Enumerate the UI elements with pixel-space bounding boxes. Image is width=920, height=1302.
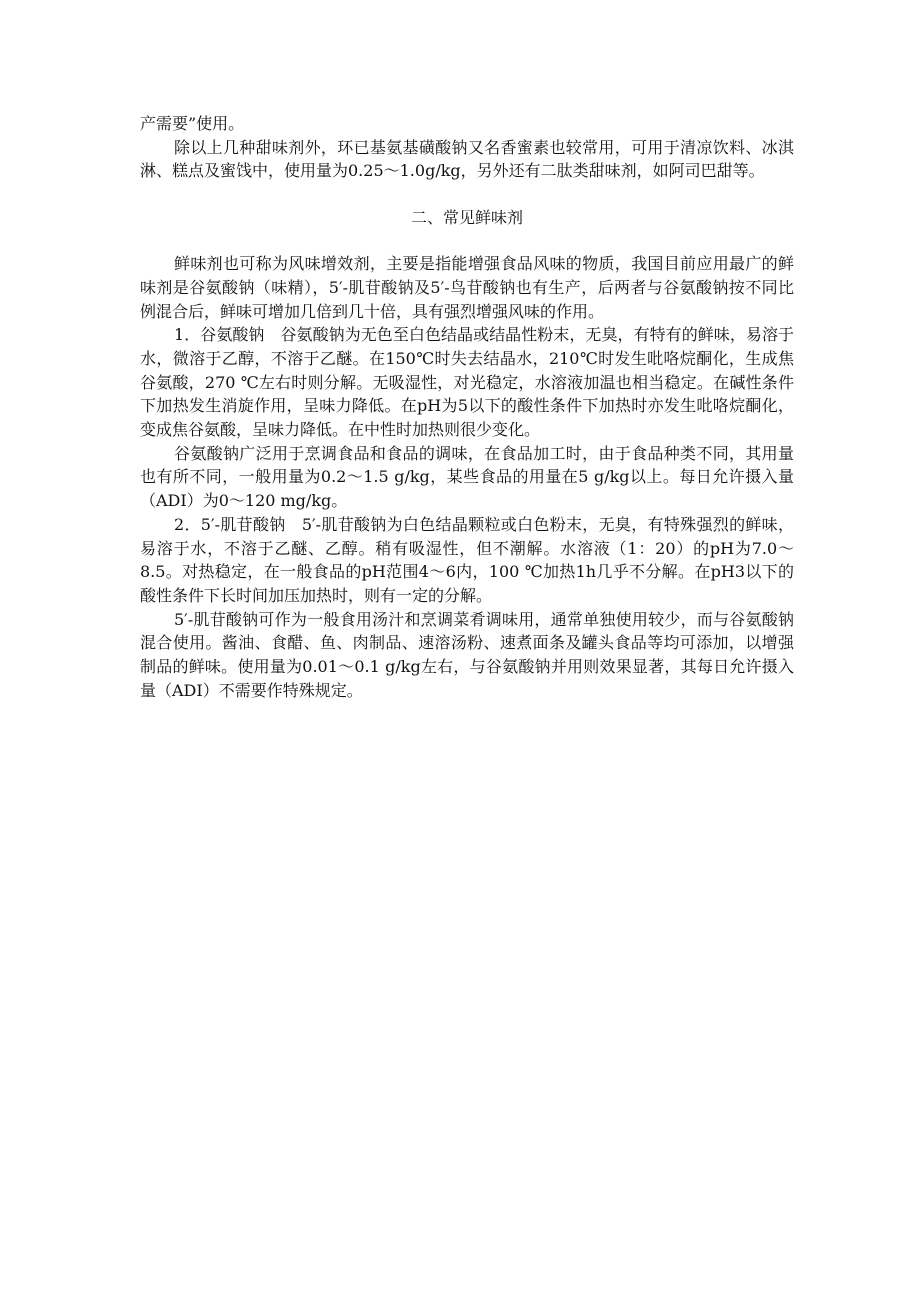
document-page bbox=[140, 112, 794, 702]
paragraph-msg-usage: 谷氨酸钠广泛用于烹调食品和食品的调味，在食品加工时，由于食品种类不同，其用量也有所不同，一般用量为0.2～1.5 g/kg，某些食品的用量在5 g/kg以上。每日允许摄入量（ADI）为0～120 mg/kg。 bbox=[140, 443, 794, 511]
paragraph-imp-usage: 5′-肌苷酸钠可作为一般食用汤汁和烹调菜肴调味用，通常单独使用较少，而与谷氨酸钠混合使用。酱油、食醋、鱼、肉制品、速溶汤粉、速煮面条及罐头食品等均可添加，以增强制品的鲜味。使用量为0.01～0.1 g/kg左右，与谷氨酸钠并用则效果显著，其每日允许摄入量（ADI）不需要作特殊规定。 bbox=[140, 609, 794, 700]
paragraph-intro-flavor-enhancers: 鲜味剂也可称为风味增效剂，主要是指能增强食品风味的物质，我国目前应用最广的鲜味剂是谷氨酸钠（味精），5′-肌苷酸钠及5′-鸟苷酸钠也有生产，后两者与谷氨酸钠按不同比例混合后，鲜味可增加几倍到几十倍，具有强烈增强风味的作用。 bbox=[140, 254, 794, 321]
paragraph-imp: 2．5′-肌苷酸钠 5′-肌苷酸钠为白色结晶颗粒或白色粉末，无臭，有特殊强烈的鲜味，易溶于水，不溶于乙醚、乙醇。稍有吸湿性，但不潮解。水溶液（1：20）的pH为7.0～8.5。对热稳定，在一般食品的pH范围4～6内，100 ℃加热1h几乎不分解。在pH3以下的酸性条件下长时间加压加热时，则有一定的分解。 bbox=[140, 514, 794, 605]
paragraph-sweeteners: 除以上几种甜味剂外，环已基氨基磺酸钠又名香蜜素也较常用，可用于清凉饮料、冰淇淋、糕点及蜜饯中，使用量为0.25～1.0g/kg，另外还有二肽类甜味剂，如阿司巴甜等。 bbox=[140, 137, 794, 181]
section-heading: 二、常见鲜味剂 bbox=[410, 208, 523, 228]
paragraph-continuation: 产需要”使用。 bbox=[140, 114, 245, 133]
paragraph-msg: 1．谷氨酸钠 谷氨酸钠为无色至白色结晶或结晶性粉末，无臭，有特有的鲜味，易溶于水，微溶于乙醇，不溶于乙醚。在150℃时失去结晶水，210℃时发生吡咯烷酮化，生成焦谷氨酸，270 ℃左右时则分解。无吸湿性，对光稳定，水溶液加温也相当稳定。在碱性条件下加热发生消旋作用，呈味力降低。在pH为5以下的酸性条件下加热时亦发生吡咯烷酮化，变成焦谷氨酸，呈味力降低。在中性时加热则很少变化。 bbox=[140, 325, 794, 440]
